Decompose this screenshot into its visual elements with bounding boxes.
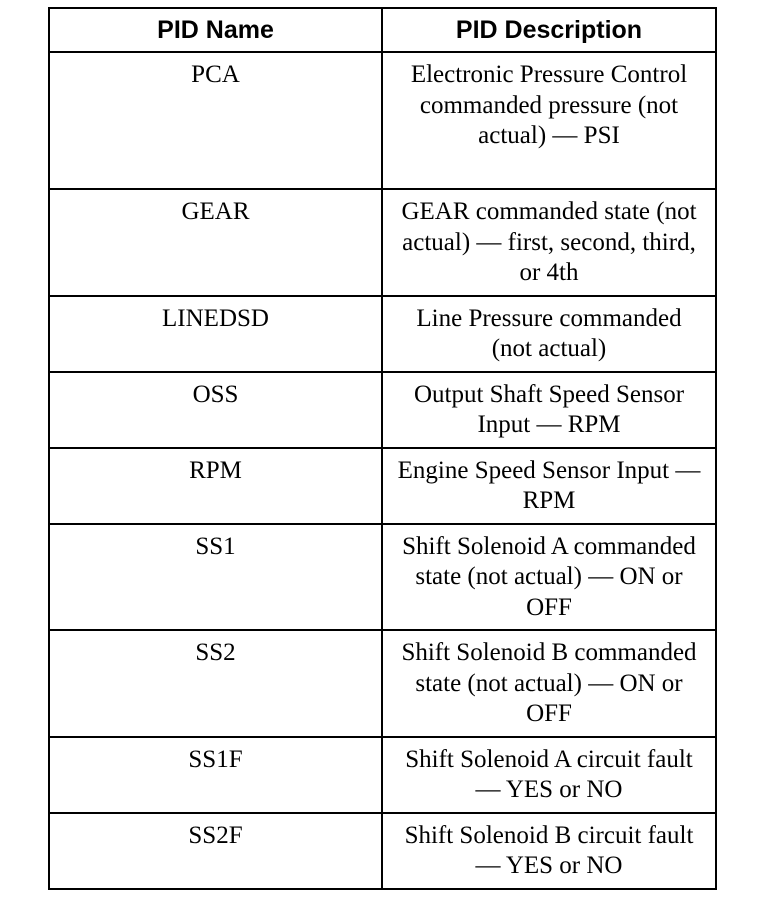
table-row <box>49 448 716 524</box>
header-row <box>49 8 716 52</box>
table-row <box>49 189 716 296</box>
header-pid-description: PID Description <box>382 8 716 52</box>
header-pid-name: PID Name <box>49 8 382 52</box>
table-row <box>49 630 716 737</box>
pid-name-cell: SS2F <box>49 813 382 889</box>
pid-name-cell: RPM <box>49 448 382 524</box>
pid-name-cell: SS2 <box>49 630 382 737</box>
table-row <box>49 372 716 448</box>
pid-description-cell: Shift Solenoid A circuit fault — YES or NO <box>382 737 716 813</box>
pid-description-cell: Output Shaft Speed Sensor Input — RPM <box>382 372 716 448</box>
pid-name-cell: SS1F <box>49 737 382 813</box>
pid-description-cell: Shift Solenoid A commanded state (not actual) — ON or OFF <box>382 524 716 631</box>
pid-name-cell: LINEDSD <box>49 296 382 372</box>
table-row <box>49 813 716 889</box>
table-row <box>49 524 716 631</box>
pid-name-cell: GEAR <box>49 189 382 296</box>
pid-description-cell: Line Pressure commanded (not actual) <box>382 296 716 372</box>
table-row <box>49 737 716 813</box>
pid-description-cell: Shift Solenoid B commanded state (not actual) — ON or OFF <box>382 630 716 737</box>
table-row <box>49 52 716 189</box>
pid-description-cell: Shift Solenoid B circuit fault — YES or NO <box>382 813 716 889</box>
pid-table <box>48 7 717 890</box>
pid-description-cell: Electronic Pressure Control commanded pressure (not actual) — PSI <box>382 52 716 189</box>
pid-name-cell: SS1 <box>49 524 382 631</box>
pid-name-cell: OSS <box>49 372 382 448</box>
pid-description-cell: Engine Speed Sensor Input — RPM <box>382 448 716 524</box>
pid-description-cell: GEAR commanded state (not actual) — first, second, third, or 4th <box>382 189 716 296</box>
pid-name-cell: PCA <box>49 52 382 189</box>
table-row <box>49 296 716 372</box>
